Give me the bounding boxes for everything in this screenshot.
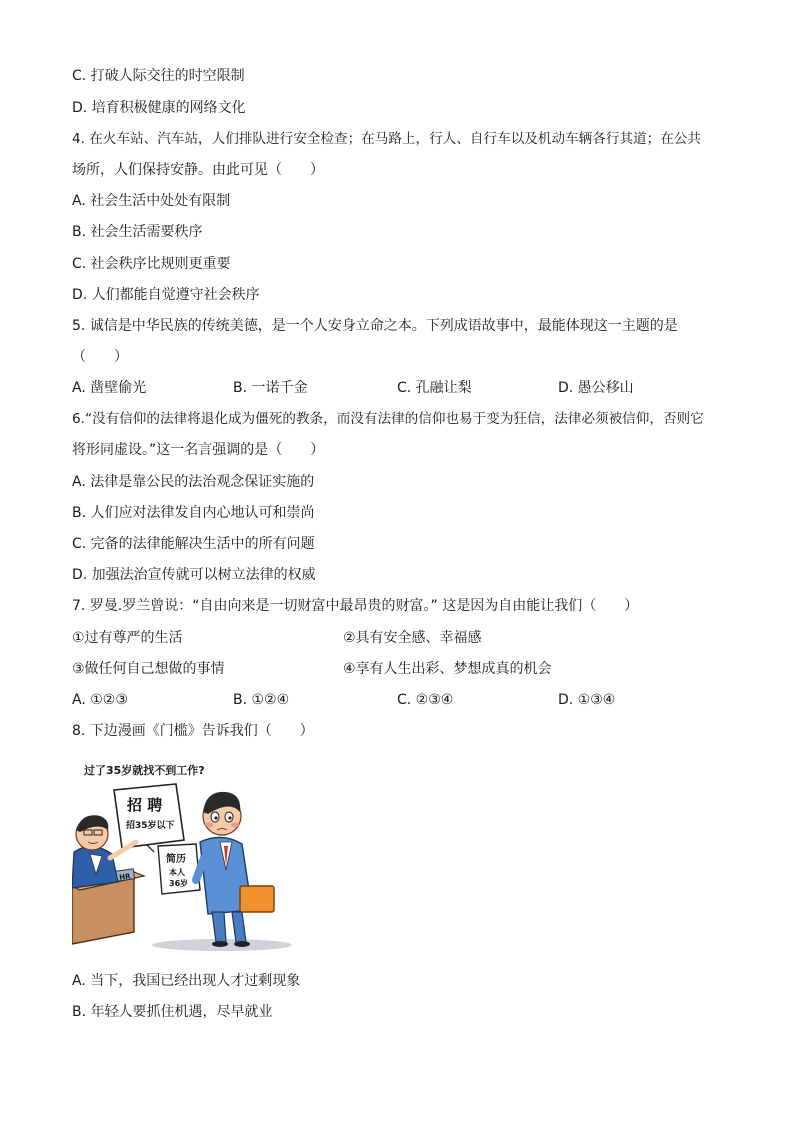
q4-option-c[interactable]: C. 社会秩序比规则更重要 bbox=[72, 256, 231, 272]
q7-item-2: ②具有安全感、幸福感 bbox=[343, 630, 482, 646]
q4-option-a[interactable]: A. 社会生活中处处有限制 bbox=[72, 193, 231, 209]
q8-option-a[interactable]: A. 当下，我国已经出现人才过剩现象 bbox=[72, 973, 301, 989]
q7-option-a[interactable]: A. ①②③ bbox=[72, 692, 128, 708]
q7-item-3: ③做任何自己想做的事情 bbox=[72, 661, 225, 677]
resume-line2: 36岁 bbox=[169, 879, 189, 888]
cartoon-threshold-illustration bbox=[72, 762, 292, 954]
resume-title: 简历 bbox=[166, 854, 186, 865]
q8-stem: 8. 下边漫画《门槛》告诉我们（ ） bbox=[72, 723, 314, 739]
q4-stem-line1: 4. 在火车站、汽车站，人们排队进行安全检查；在马路上，行人、自行车以及机动车辆各行其道；在公共 bbox=[72, 131, 702, 147]
q5-stem-line1: 5. 诚信是中华民族的传统美德，是一个人安身立命之本。下列成语故事中，最能体现这一主题的是 bbox=[72, 318, 678, 334]
job-seeker bbox=[196, 792, 274, 947]
q7-stem: 7. 罗曼.罗兰曾说：“自由向来是一切财富中最昂贵的财富。” 这是因为自由能让我们（ ） bbox=[72, 598, 639, 614]
q3-option-d[interactable]: D. 培育积极健康的网络文化 bbox=[72, 100, 246, 116]
q7-option-d[interactable]: D. ①③④ bbox=[558, 692, 616, 708]
q6-stem-line2: 将形同虚设。”这一名言强调的是（ ） bbox=[72, 442, 325, 458]
sign-subtitle: 招35岁以下 bbox=[126, 821, 175, 831]
q4-option-b[interactable]: B. 社会生活需要秩序 bbox=[72, 224, 203, 240]
q7-item-1: ①过有尊严的生活 bbox=[72, 630, 183, 646]
cartoon-title: 过了35岁就找不到工作? bbox=[84, 764, 205, 777]
q6-option-d[interactable]: D. 加强法治宣传就可以树立法律的权威 bbox=[72, 567, 316, 583]
q6-option-a[interactable]: A. 法律是靠公民的法治观念保证实施的 bbox=[72, 474, 315, 490]
q5-stem-line2: （ ） bbox=[72, 349, 128, 365]
sign-title: 招 聘 bbox=[127, 796, 163, 814]
q5-option-c[interactable]: C. 孔融让梨 bbox=[397, 380, 472, 396]
q3-option-c[interactable]: C. 打破人际交往的时空限制 bbox=[72, 68, 245, 84]
q6-option-b[interactable]: B. 人们应对法律发自内心地认可和崇尚 bbox=[72, 505, 315, 521]
q7-option-b[interactable]: B. ①②④ bbox=[233, 692, 290, 708]
q5-option-a[interactable]: A. 凿壁偷光 bbox=[72, 380, 147, 396]
q8-option-b[interactable]: B. 年轻人要抓住机遇，尽早就业 bbox=[72, 1004, 273, 1020]
q4-stem-line2: 场所，人们保持安静。由此可见（ ） bbox=[72, 162, 324, 178]
q6-option-c[interactable]: C. 完备的法律能解决生活中的所有问题 bbox=[72, 536, 315, 552]
resume-line1: 本人 bbox=[169, 868, 185, 877]
q5-option-b[interactable]: B. 一诺千金 bbox=[233, 380, 308, 396]
q7-item-4: ④享有人生出彩、梦想成真的机会 bbox=[343, 661, 552, 677]
recruitment-sign bbox=[114, 784, 184, 852]
resume-paper bbox=[158, 844, 200, 894]
q5-option-d[interactable]: D. 愚公移山 bbox=[558, 380, 634, 396]
folder-icon bbox=[240, 886, 274, 912]
q7-option-c[interactable]: C. ②③④ bbox=[397, 692, 454, 708]
q4-option-d[interactable]: D. 人们都能自觉遵守社会秩序 bbox=[72, 287, 260, 303]
q6-stem-line1: 6.“没有信仰的法律将退化成为僵死的教条，而没有法律的信仰也易于变为狂信，法律必须被信仰，否则它 bbox=[72, 411, 704, 427]
desk-hr-label: HR bbox=[118, 872, 132, 882]
